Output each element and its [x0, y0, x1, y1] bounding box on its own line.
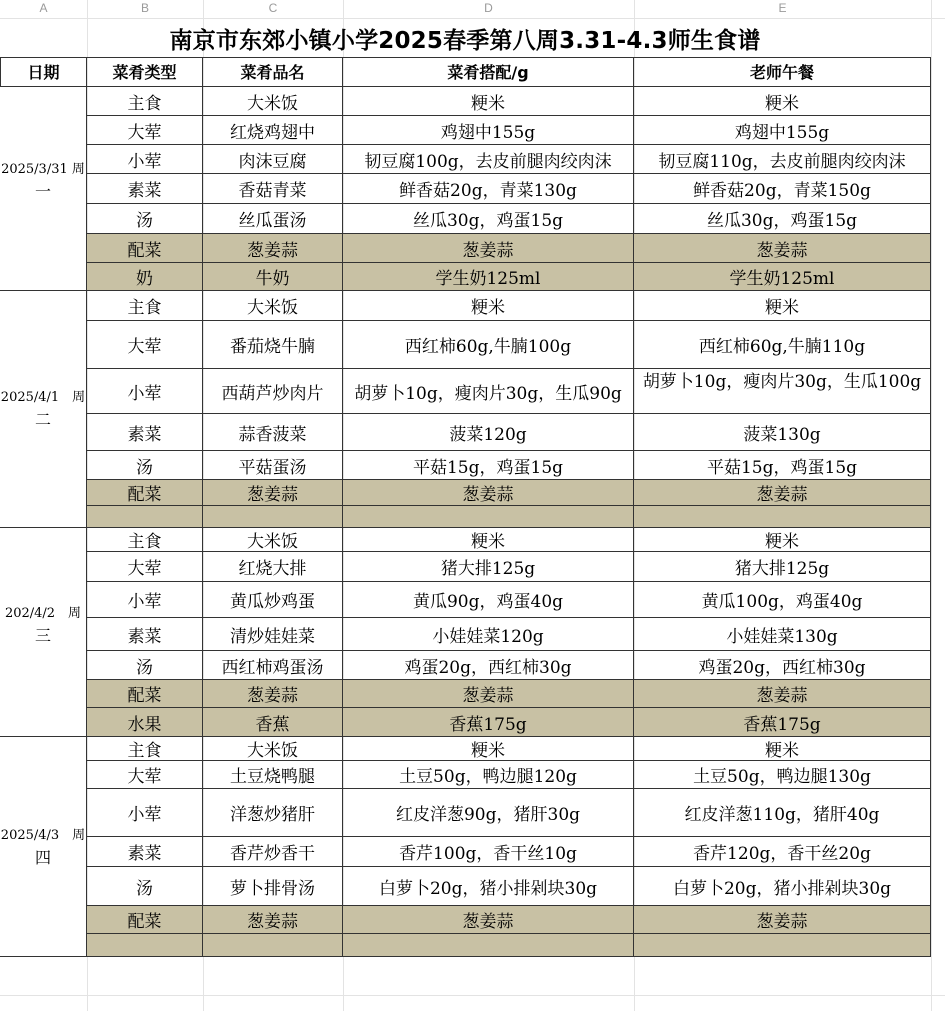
dish-name-cell[interactable]: 平菇蛋汤	[203, 451, 343, 480]
teacher-lunch-cell[interactable]: 鸡翅中155g	[634, 116, 931, 145]
date-text	[1, 387, 85, 431]
dish-name-cell[interactable]: 香蕉	[203, 708, 343, 737]
ingredients-cell[interactable]: 香芹100g，香干丝10g	[343, 837, 634, 867]
teacher-lunch-cell[interactable]: 葱姜蒜	[634, 234, 931, 263]
date-text	[5, 603, 81, 647]
dish-name-cell[interactable]: 蒜香菠菜	[203, 414, 343, 451]
teacher-lunch-cell[interactable]	[634, 506, 931, 528]
dish-type-cell[interactable]: 大荤	[87, 552, 203, 582]
dish-type-cell[interactable]: 配菜	[87, 234, 203, 263]
ingredients-cell[interactable]: 葱姜蒜	[343, 480, 634, 506]
teacher-lunch-cell[interactable]: 土豆50g，鸭边腿130g	[634, 761, 931, 789]
dish-name-cell[interactable]: 葱姜蒜	[203, 480, 343, 506]
dish-name-cell[interactable]: 清炒娃娃菜	[203, 618, 343, 651]
teacher-lunch-cell[interactable]: 学生奶125ml	[634, 263, 931, 291]
ingredients-cell[interactable]	[343, 934, 634, 957]
dish-type-cell[interactable]: 小荤	[87, 369, 203, 414]
dish-name-cell[interactable]: 黄瓜炒鸡蛋	[203, 582, 343, 618]
ingredients-cell[interactable]: 葱姜蒜	[343, 234, 634, 263]
dish-type-cell[interactable]: 主食	[87, 737, 203, 761]
dish-name-cell[interactable]: 大米饭	[203, 737, 343, 761]
ingredients-cell[interactable]: 粳米	[343, 291, 634, 321]
date-cell[interactable]	[0, 291, 87, 528]
date-text	[1, 159, 85, 203]
date-cell[interactable]	[0, 737, 87, 957]
teacher-lunch-cell[interactable]: 香蕉175g	[634, 708, 931, 737]
teacher-lunch-cell[interactable]: 黄瓜100g，鸡蛋40g	[634, 582, 931, 618]
dish-type-cell[interactable]: 汤	[87, 204, 203, 234]
dish-type-cell[interactable]: 大荤	[87, 116, 203, 145]
teacher-lunch-cell[interactable]: 白萝卜20g，猪小排剁块30g	[634, 867, 931, 906]
dish-name-cell[interactable]: 土豆烧鸭腿	[203, 761, 343, 789]
dish-type-cell[interactable]: 配菜	[87, 480, 203, 506]
date-cell[interactable]	[0, 87, 87, 291]
ingredients-cell[interactable]: 葱姜蒜	[343, 906, 634, 934]
dish-name-cell[interactable]: 丝瓜蛋汤	[203, 204, 343, 234]
ingredients-cell[interactable]: 红皮洋葱90g，猪肝30g	[343, 789, 634, 837]
teacher-lunch-cell[interactable]: 葱姜蒜	[634, 480, 931, 506]
ingredients-cell[interactable]: 土豆50g，鸭边腿120g	[343, 761, 634, 789]
weekday-label: 一	[34, 182, 51, 201]
dish-name-cell[interactable]: 肉沫豆腐	[203, 145, 343, 174]
weekday-label: 二	[34, 410, 51, 429]
teacher-lunch-cell[interactable]: 鸡蛋20g，西红柿30g	[634, 651, 931, 680]
teacher-lunch-cell[interactable]: 粳米	[634, 528, 931, 552]
dish-type-cell[interactable]: 汤	[87, 451, 203, 480]
dish-type-cell[interactable]: 素菜	[87, 837, 203, 867]
header-date[interactable]: 日期	[0, 57, 87, 87]
dish-name-cell[interactable]	[203, 934, 343, 957]
ingredients-cell[interactable]: 粳米	[343, 737, 634, 761]
weekday-label: 三	[34, 626, 51, 645]
teacher-lunch-cell[interactable]: 红皮洋葱110g，猪肝40g	[634, 789, 931, 837]
date-label: 2025/4/3 周	[0, 827, 86, 843]
column-header-e[interactable]: E	[778, 1, 787, 15]
dish-name-cell[interactable]: 番茄烧牛腩	[203, 321, 343, 369]
ingredients-cell[interactable]: 菠菜120g	[343, 414, 634, 451]
date-label: 202/4/2 周	[4, 606, 82, 621]
ingredients-cell[interactable]: 西红柿60g,牛腩100g	[343, 321, 634, 369]
teacher-lunch-cell[interactable]: 胡萝卜10g，瘦肉片30g，生瓜100g	[634, 369, 931, 414]
dish-type-cell[interactable]: 主食	[87, 528, 203, 552]
date-label: 2025/3/31 周	[1, 162, 85, 177]
dish-name-cell[interactable]: 西红柿鸡蛋汤	[203, 651, 343, 680]
ingredients-cell[interactable]: 粳米	[343, 528, 634, 552]
teacher-lunch-cell[interactable]: 西红柿60g,牛腩110g	[634, 321, 931, 369]
dish-name-cell[interactable]: 香芹炒香干	[203, 837, 343, 867]
dish-name-cell[interactable]: 香菇青菜	[203, 174, 343, 204]
ingredients-cell[interactable]: 香蕉175g	[343, 708, 634, 737]
dish-type-cell[interactable]: 小荤	[87, 145, 203, 174]
ingredients-cell[interactable]: 葱姜蒜	[343, 680, 634, 708]
dish-type-cell[interactable]: 配菜	[87, 680, 203, 708]
teacher-lunch-cell[interactable]: 丝瓜30g，鸡蛋15g	[634, 204, 931, 234]
dish-name-cell[interactable]: 大米饭	[203, 291, 343, 321]
dish-type-cell[interactable]: 奶	[87, 263, 203, 291]
dish-type-cell[interactable]: 素菜	[87, 618, 203, 651]
dish-name-cell[interactable]: 葱姜蒜	[203, 680, 343, 708]
teacher-lunch-cell[interactable]: 菠菜130g	[634, 414, 931, 451]
dish-name-cell[interactable]: 葱姜蒜	[203, 234, 343, 263]
dish-name-cell[interactable]: 萝卜排骨汤	[203, 867, 343, 906]
teacher-lunch-cell[interactable]: 粳米	[634, 291, 931, 321]
ingredients-cell[interactable]: 粳米	[343, 87, 634, 116]
ingredients-cell[interactable]: 黄瓜90g，鸡蛋40g	[343, 582, 634, 618]
dish-name-cell[interactable]: 洋葱炒猪肝	[203, 789, 343, 837]
teacher-lunch-cell[interactable]: 粳米	[634, 87, 931, 116]
dish-type-cell[interactable]: 大荤	[87, 761, 203, 789]
header-teacher-lunch[interactable]: 老师午餐	[634, 57, 931, 87]
dish-type-cell[interactable]: 大荤	[87, 321, 203, 369]
teacher-lunch-cell[interactable]: 粳米	[634, 737, 931, 761]
column-header-a[interactable]: A	[39, 1, 48, 15]
teacher-lunch-cell[interactable]: 韧豆腐110g，去皮前腿肉绞肉沫	[634, 145, 931, 174]
teacher-lunch-cell[interactable]	[634, 934, 931, 957]
header-dish-type[interactable]: 菜肴类型	[87, 57, 203, 87]
weekday-label: 四	[34, 847, 51, 867]
dish-name-cell[interactable]: 牛奶	[203, 263, 343, 291]
ingredients-cell[interactable]: 鸡翅中155g	[343, 116, 634, 145]
teacher-lunch-cell[interactable]: 鲜香菇20g，青菜150g	[634, 174, 931, 204]
column-header-c[interactable]: C	[268, 1, 278, 15]
column-header-d[interactable]: D	[484, 1, 493, 15]
teacher-lunch-cell[interactable]: 香芹120g，香干丝20g	[634, 837, 931, 867]
ingredients-cell[interactable]: 学生奶125ml	[343, 263, 634, 291]
dish-type-cell[interactable]	[87, 506, 203, 528]
date-cell[interactable]	[0, 528, 87, 737]
ingredients-cell[interactable]: 平菇15g，鸡蛋15g	[343, 451, 634, 480]
dish-type-cell[interactable]: 小荤	[87, 582, 203, 618]
ingredients-cell[interactable]: 丝瓜30g，鸡蛋15g	[343, 204, 634, 234]
dish-type-cell[interactable]: 配菜	[87, 906, 203, 934]
dish-type-cell[interactable]	[87, 934, 203, 957]
date-label: 2025/4/1 周	[0, 390, 86, 405]
ingredients-cell[interactable]: 猪大排125g	[343, 552, 634, 582]
header-dish-name[interactable]: 菜肴品名	[203, 57, 343, 87]
dish-type-cell[interactable]: 主食	[87, 291, 203, 321]
dish-type-cell[interactable]: 汤	[87, 651, 203, 680]
teacher-lunch-cell[interactable]: 猪大排125g	[634, 552, 931, 582]
ingredients-cell[interactable]: 韧豆腐100g，去皮前腿肉绞肉沫	[343, 145, 634, 174]
dish-type-cell[interactable]: 素菜	[87, 174, 203, 204]
dish-type-cell[interactable]: 主食	[87, 87, 203, 116]
teacher-lunch-cell[interactable]: 平菇15g，鸡蛋15g	[634, 451, 931, 480]
ingredients-cell[interactable]	[343, 506, 634, 528]
teacher-lunch-cell[interactable]: 小娃娃菜130g	[634, 618, 931, 651]
dish-name-cell[interactable]: 葱姜蒜	[203, 906, 343, 934]
column-header-b[interactable]: B	[140, 1, 149, 15]
dish-name-cell[interactable]: 红烧鸡翅中	[203, 116, 343, 145]
header-ingredients[interactable]: 菜肴搭配/g	[343, 57, 634, 87]
dish-name-cell[interactable]: 红烧大排	[203, 552, 343, 582]
dish-type-cell[interactable]: 汤	[87, 867, 203, 906]
menu-title[interactable]: 南京市东郊小镇小学2025春季第八周3.31-4.3师生食谱	[169, 28, 761, 54]
teacher-lunch-cell[interactable]: 葱姜蒜	[634, 680, 931, 708]
ingredients-cell[interactable]: 白萝卜20g，猪小排剁块30g	[343, 867, 634, 906]
ingredients-cell[interactable]: 鸡蛋20g，西红柿30g	[343, 651, 634, 680]
dish-name-cell[interactable]: 西葫芦炒肉片	[203, 369, 343, 414]
ingredients-cell[interactable]: 小娃娃菜120g	[343, 618, 634, 651]
dish-name-cell[interactable]: 大米饭	[203, 528, 343, 552]
dish-name-cell[interactable]	[203, 506, 343, 528]
dish-name-cell[interactable]: 大米饭	[203, 87, 343, 116]
ingredients-cell[interactable]: 胡萝卜10g，瘦肉片30g，生瓜90g	[343, 369, 634, 414]
date-text	[1, 825, 85, 869]
dish-type-cell[interactable]: 素菜	[87, 414, 203, 451]
teacher-lunch-cell[interactable]: 葱姜蒜	[634, 906, 931, 934]
dish-type-cell[interactable]: 水果	[87, 708, 203, 737]
dish-type-cell[interactable]: 小荤	[87, 789, 203, 837]
ingredients-cell[interactable]: 鲜香菇20g，青菜130g	[343, 174, 634, 204]
